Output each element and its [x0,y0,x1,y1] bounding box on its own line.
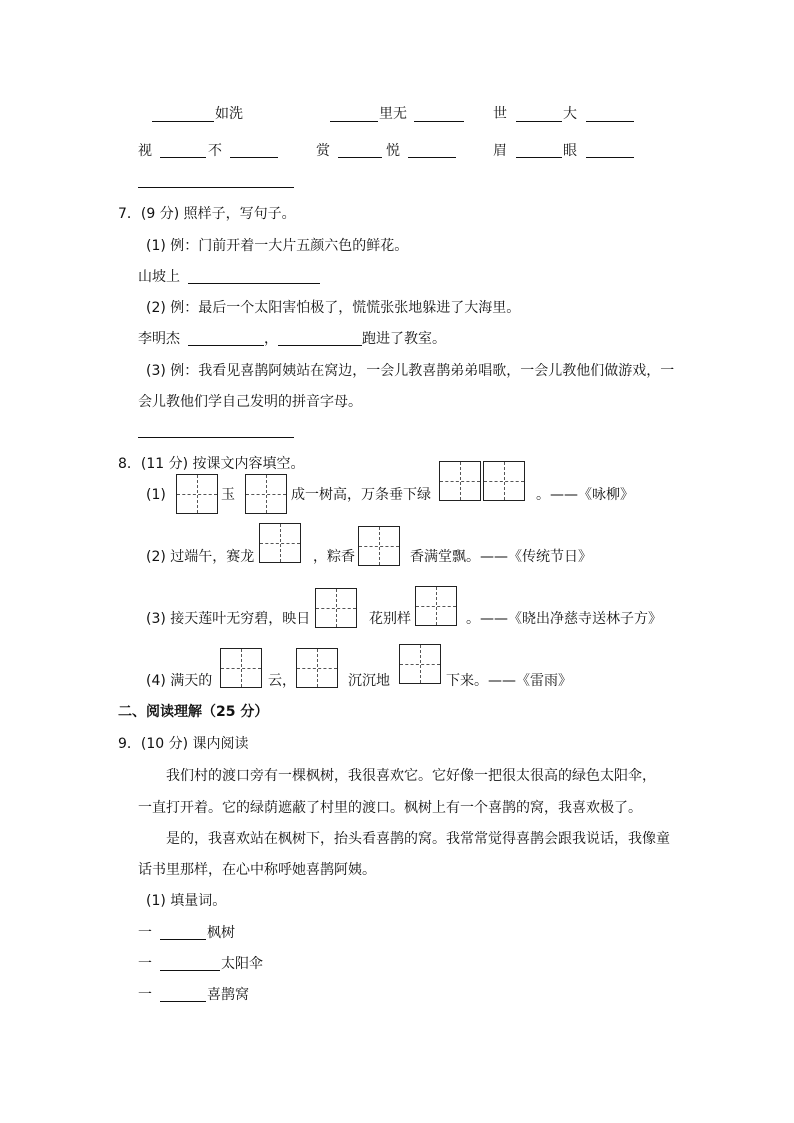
q9-measure2-noun: 太阳伞 [221,956,263,972]
q8-line4-c: 沉沉地 [348,673,390,689]
q8-line4-d: 下来。——《雷雨》 [446,673,572,689]
idiom-r1-b-text: 里无 [379,106,407,122]
q7-comma: ， [264,331,278,347]
q8-line4-b: 云， [268,673,296,689]
blank-r2-a1[interactable] [160,157,206,158]
q8-line1-c: 成一树高，万条垂下绿 [291,487,431,503]
q7-example-3-line1: (3) 例：我看见喜鹊阿姨站在窝边，一会儿教喜鹊弟弟唱歌，一会儿教他们做游戏，一 [146,363,675,379]
q7-example-2: (2) 例：最后一个太阳害怕极了，慌慌张张地躲进了大海里。 [146,300,521,316]
q8-line3-c: 。——《晓出净慈寺送林子方》 [466,611,662,627]
q7-blank-2b[interactable] [278,345,362,346]
blank-r2-a2[interactable] [230,157,278,158]
q8-line2-b: ，粽香 [313,549,355,565]
q8-l1-box2[interactable] [245,474,287,514]
q8-l1-box1[interactable] [176,474,218,514]
q9-measure3-noun: 喜鹊窝 [207,987,249,1003]
blank-r1-a[interactable] [152,121,214,122]
q8-l2-box1[interactable] [259,523,301,563]
q8-l2-box2[interactable] [358,526,400,566]
q9-measure3-blank[interactable] [160,1001,206,1002]
q9-para2-line2: 话书里那样，在心中称呼她喜鹊阿姨。 [138,862,376,878]
q9-para1-line1: 我们村的渡口旁有一棵枫树，我很喜欢它。它好像一把很太很高的绿色太阳伞， [166,768,656,784]
q8-line3-a: (3) 接天莲叶无穷碧，映日 [146,611,311,627]
q9-measure2-prefix: 一 [138,956,152,972]
q9-sub1-heading: (1) 填量词。 [146,893,227,909]
blank-r2-b1[interactable] [338,157,382,158]
q9-para1-line2: 一直打开着。它的绿荫遮蔽了村里的渡口。枫树上有一个喜鹊的窝，我喜欢极了。 [138,800,642,816]
idiom-r2-c2-text: 眼 [563,143,577,159]
blank-r1-b1[interactable] [330,121,378,122]
idiom-r1-c2-text: 大 [563,106,577,122]
q7-example-1: (1) 例：门前开着一大片五颜六色的鲜花。 [146,238,409,254]
q8-heading: 8．(11 分) 按课文内容填空。 [118,456,305,472]
q7-heading: 7．(9 分) 照样子，写句子。 [118,206,296,222]
blank-r2-b2[interactable] [408,157,456,158]
q9-measure1-noun: 枫树 [207,925,235,941]
blank-r1-c1[interactable] [516,121,562,122]
idiom-r1-c1-text: 世 [493,106,507,122]
q8-l3-box2[interactable] [415,586,457,626]
q8-l4-box2[interactable] [296,648,338,688]
q8-l3-box1[interactable] [315,588,357,628]
idiom-r2-a1-text: 视 [138,143,152,159]
q7-prompt-1: 山坡上 [138,269,180,285]
q8-line1-a: (1) [146,487,166,503]
idiom-r2-a2-text: 不 [208,143,222,159]
q9-measure1-blank[interactable] [160,939,206,940]
idiom-r2-c1-text: 眉 [493,143,507,159]
q8-line3-b: 花别样 [369,611,411,627]
idiom-r2-b1-text: 赏 [316,143,330,159]
answer-line-q6[interactable] [138,187,294,188]
q9-measure3-prefix: 一 [138,987,152,1003]
section-2-title: 二、阅读理解（25 分） [118,704,269,720]
q9-heading: 9．(10 分) 课内阅读 [118,736,249,752]
q7-blank-2a[interactable] [188,345,264,346]
blank-r1-b2[interactable] [414,121,464,122]
q8-line4-a: (4) 满天的 [146,673,213,689]
idiom-r2-b2-text: 悦 [386,143,400,159]
q8-line2-c: 香满堂飘。——《传统节日》 [410,549,592,565]
q9-measure1-prefix: 一 [138,925,152,941]
q8-l4-box3[interactable] [399,644,441,684]
q7-example-3-line2: 会儿教他们学自己发明的拼音字母。 [138,394,362,410]
q7-prompt-2: 李明杰 [138,331,180,347]
q8-line1-b: 玉 [221,487,235,503]
q8-line1-d: 。——《咏柳》 [536,487,634,503]
idiom-r1-a-text: 如洗 [215,106,243,122]
blank-r1-c2[interactable] [586,121,634,122]
blank-r2-c1[interactable] [516,157,562,158]
blank-r2-c2[interactable] [586,157,634,158]
q7-blank-1[interactable] [188,283,320,284]
q8-l4-box1[interactable] [220,648,262,688]
q8-l1-box4[interactable] [483,461,525,501]
q8-line2-a: (2) 过端午，赛龙 [146,549,255,565]
q9-para2-line1: 是的，我喜欢站在枫树下，抬头看喜鹊的窝。我常常觉得喜鹊会跟我说话，我像童 [166,831,670,847]
q8-l1-box3[interactable] [439,461,481,501]
q7-prompt-2-end: 跑进了教室。 [362,331,446,347]
q9-measure2-blank[interactable] [160,970,220,971]
answer-line-q7[interactable] [138,437,294,438]
